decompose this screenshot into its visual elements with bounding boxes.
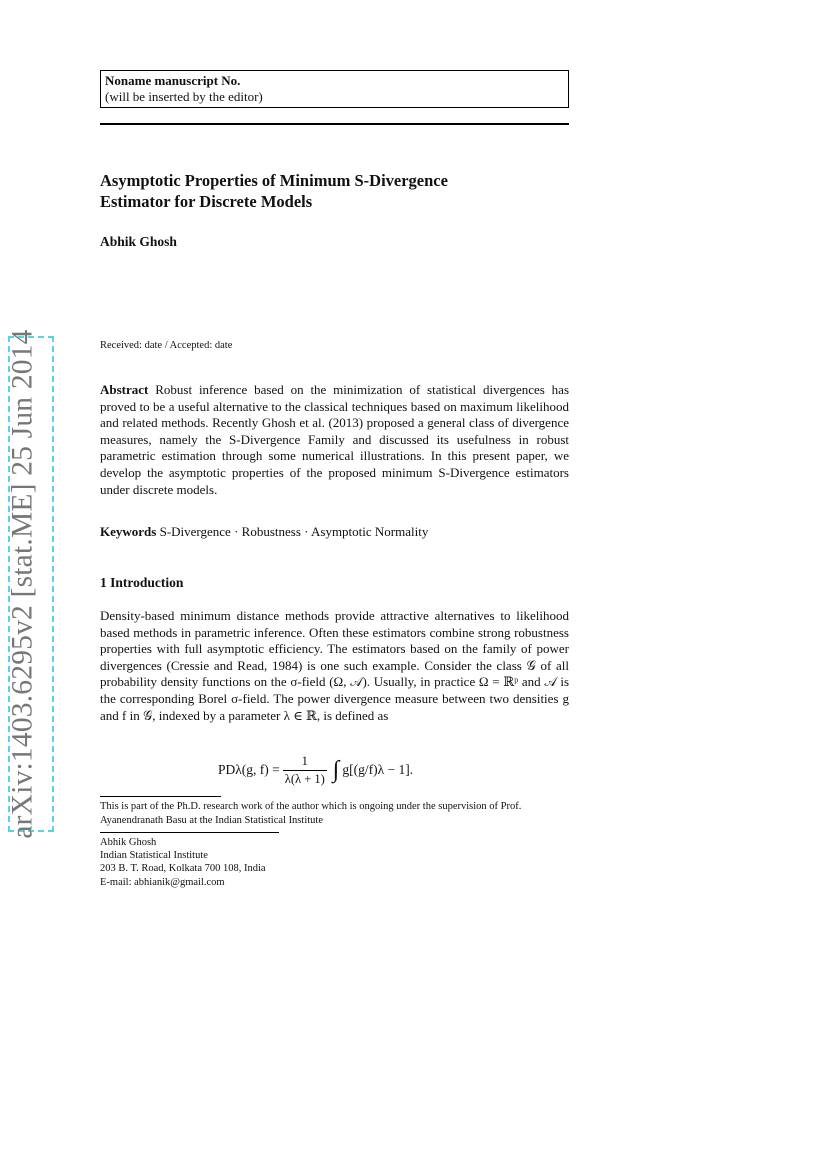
paper-title [100,170,569,212]
arxiv-identifier: arXiv:1403.6295v2 [stat.ME] 25 Jun 2014 [6,329,39,839]
equation-lhs: PDλ(g, f) = [218,762,280,777]
author-name: Abhik Ghosh [100,234,177,249]
address-street: 203 B. T. Road, Kolkata 700 108, India [100,863,266,875]
abstract [100,382,569,498]
author-address [100,836,266,889]
received-date: Received: date / Accepted: date [100,340,233,351]
integral-sign: ∫ [332,756,340,783]
power-divergence-equation [218,752,413,788]
footnote: This is part of the Ph.D. research work of the author which is ongoing under the supervision of Prof. Ayanendranath Basu at the Indian Statistical Institute [100,801,522,826]
equation-fraction [283,754,327,787]
header-rule [100,123,569,125]
keywords [100,524,569,540]
address-email: E-mail: abhianik@gmail.com [100,876,225,888]
editor-note: (will be inserted by the editor) [105,89,263,104]
keywords-heading: Keywords [100,524,157,539]
address-name: Abhik Ghosh [100,837,157,848]
address-institute: Indian Statistical Institute [100,850,208,862]
fraction-numerator: 1 [301,753,308,768]
editor-box [100,70,569,108]
manuscript-number: Noname manuscript No. [105,73,241,88]
abstract-text: Robust inference based on the minimization of statistical divergences has proved to be a useful alternative to the classical techniques based on maximum likelihood and related methods. Recently Ghosh et al. (2013) proposed a general class of divergence measures, namely the S-Divergence Family and discussed its usefulness in robust parametric estimation through some numerical illustrations. In this present paper, we develop the asymptotic properties of the proposed minimum S-Divergence estimators under discrete models. [100,382,569,497]
footnote-rule [100,796,221,797]
address-rule [100,832,279,833]
title-line-1: Asymptotic Properties of Minimum S-Divergence [100,171,448,190]
intro-paragraph: Density-based minimum distance methods provide attractive alternatives to likelihood based methods in parametric inference. Often these estimators combine strong robustness properties with full asymptotic efficiency. The estimators based on the family of power divergences (Cressie and Read, 1984) is one such example. Consider the class 𝒢 of all probability density functions on the σ-field (Ω, 𝒜). Usually, in practice Ω = ℝᵖ and 𝒜 is the corresponding Borel σ-field. The power divergence measure between two densities g and f in 𝒢, indexed by a parameter λ ∈ ℝ, is defined as [100,608,569,723]
abstract-heading: Abstract [100,382,149,397]
fraction-denominator: λ(λ + 1) [284,771,325,786]
section-heading: 1 Introduction [100,575,184,590]
keywords-text: S-Divergence · Robustness · Asymptotic Normality [159,524,429,539]
equation-rhs: g[(g/f)λ − 1]. [342,762,414,777]
title-line-2: Estimator for Discrete Models [100,192,313,211]
